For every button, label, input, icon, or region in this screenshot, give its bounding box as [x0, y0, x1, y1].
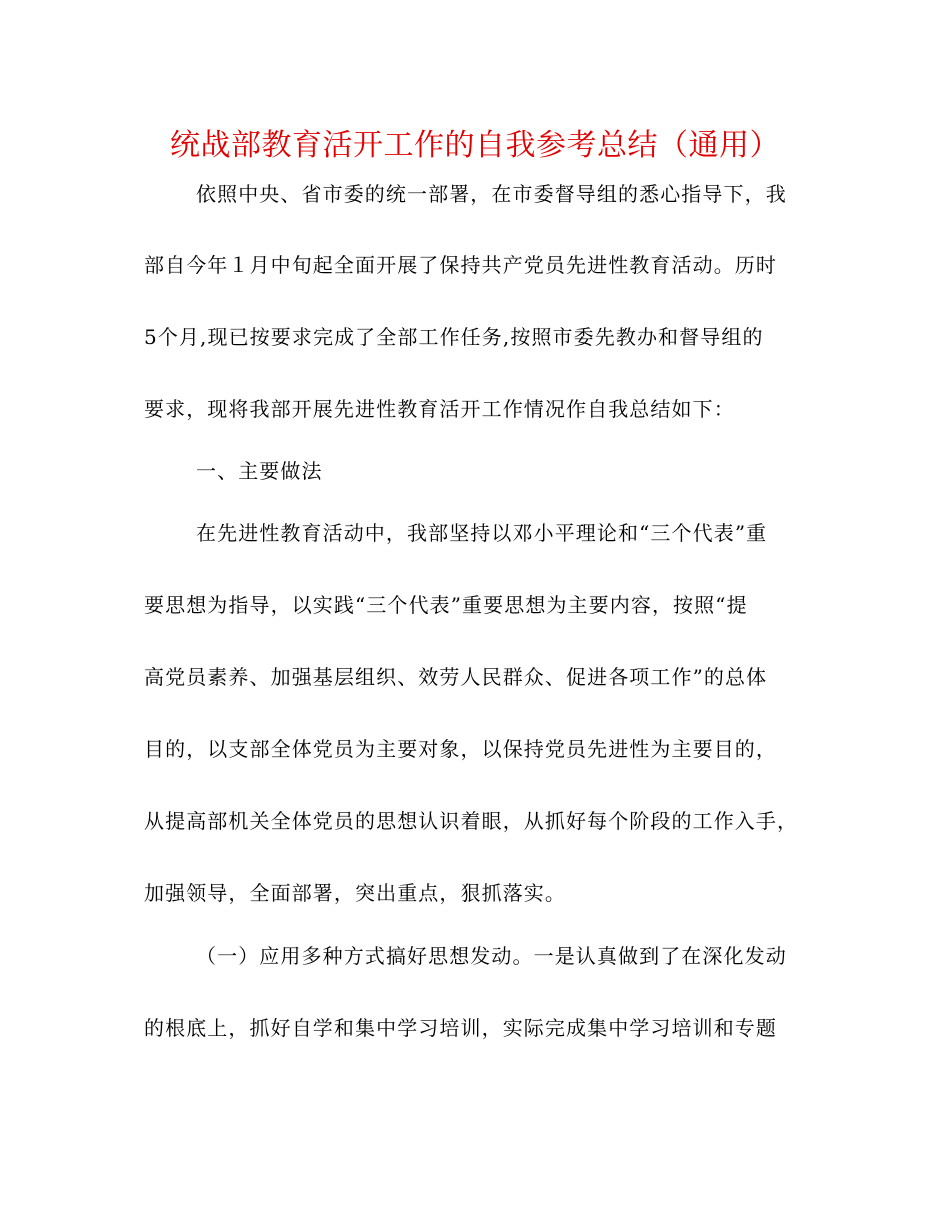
- paragraph-line: 的根底上，抓好自学和集中学习培训，实际完成集中学习培训和专题: [144, 1016, 777, 1040]
- paragraph-line: 高党员素养、加强基层组织、效劳人民群众、促进各项工作”的总体: [144, 665, 768, 689]
- paragraph-line: 要求，现将我部开展先进性教育活开工作情况作自我总结如下：: [144, 397, 735, 421]
- paragraph-line: 在先进性教育活动中，我部坚持以邓小平理论和“三个代表”重: [196, 521, 768, 545]
- paragraph-line: 从提高部机关全体党员的思想认识着眼，从抓好每个阶段的工作入手，: [144, 809, 799, 833]
- paragraph-line: 目的，以支部全体党员为主要对象，以保持党员先进性为主要目的，: [144, 737, 777, 761]
- paragraph-line: （一）应用多种方式搞好思想发动。一是认真做到了在深化发动: [196, 944, 787, 968]
- section-heading: 一、主要做法: [196, 459, 323, 483]
- paragraph-line: 部自今年１月中旬起全面开展了保持共产党员先进性教育活动。历时: [144, 253, 777, 277]
- paragraph-line: 5个月,现已按要求完成了全部工作任务,按照市委先教办和督导组的: [144, 325, 764, 349]
- paragraph-line: 依照中央、省市委的统一部署，在市委督导组的悉心指导下，我: [196, 182, 787, 206]
- paragraph-line: 要思想为指导，以实践“三个代表”重要思想为主要内容，按照“提: [144, 593, 748, 617]
- document-title: 统战部教育活开工作的自我参考总结（通用）: [170, 128, 780, 163]
- paragraph-line: 加强领导，全面部署，突出重点，狠抓落实。: [144, 881, 566, 905]
